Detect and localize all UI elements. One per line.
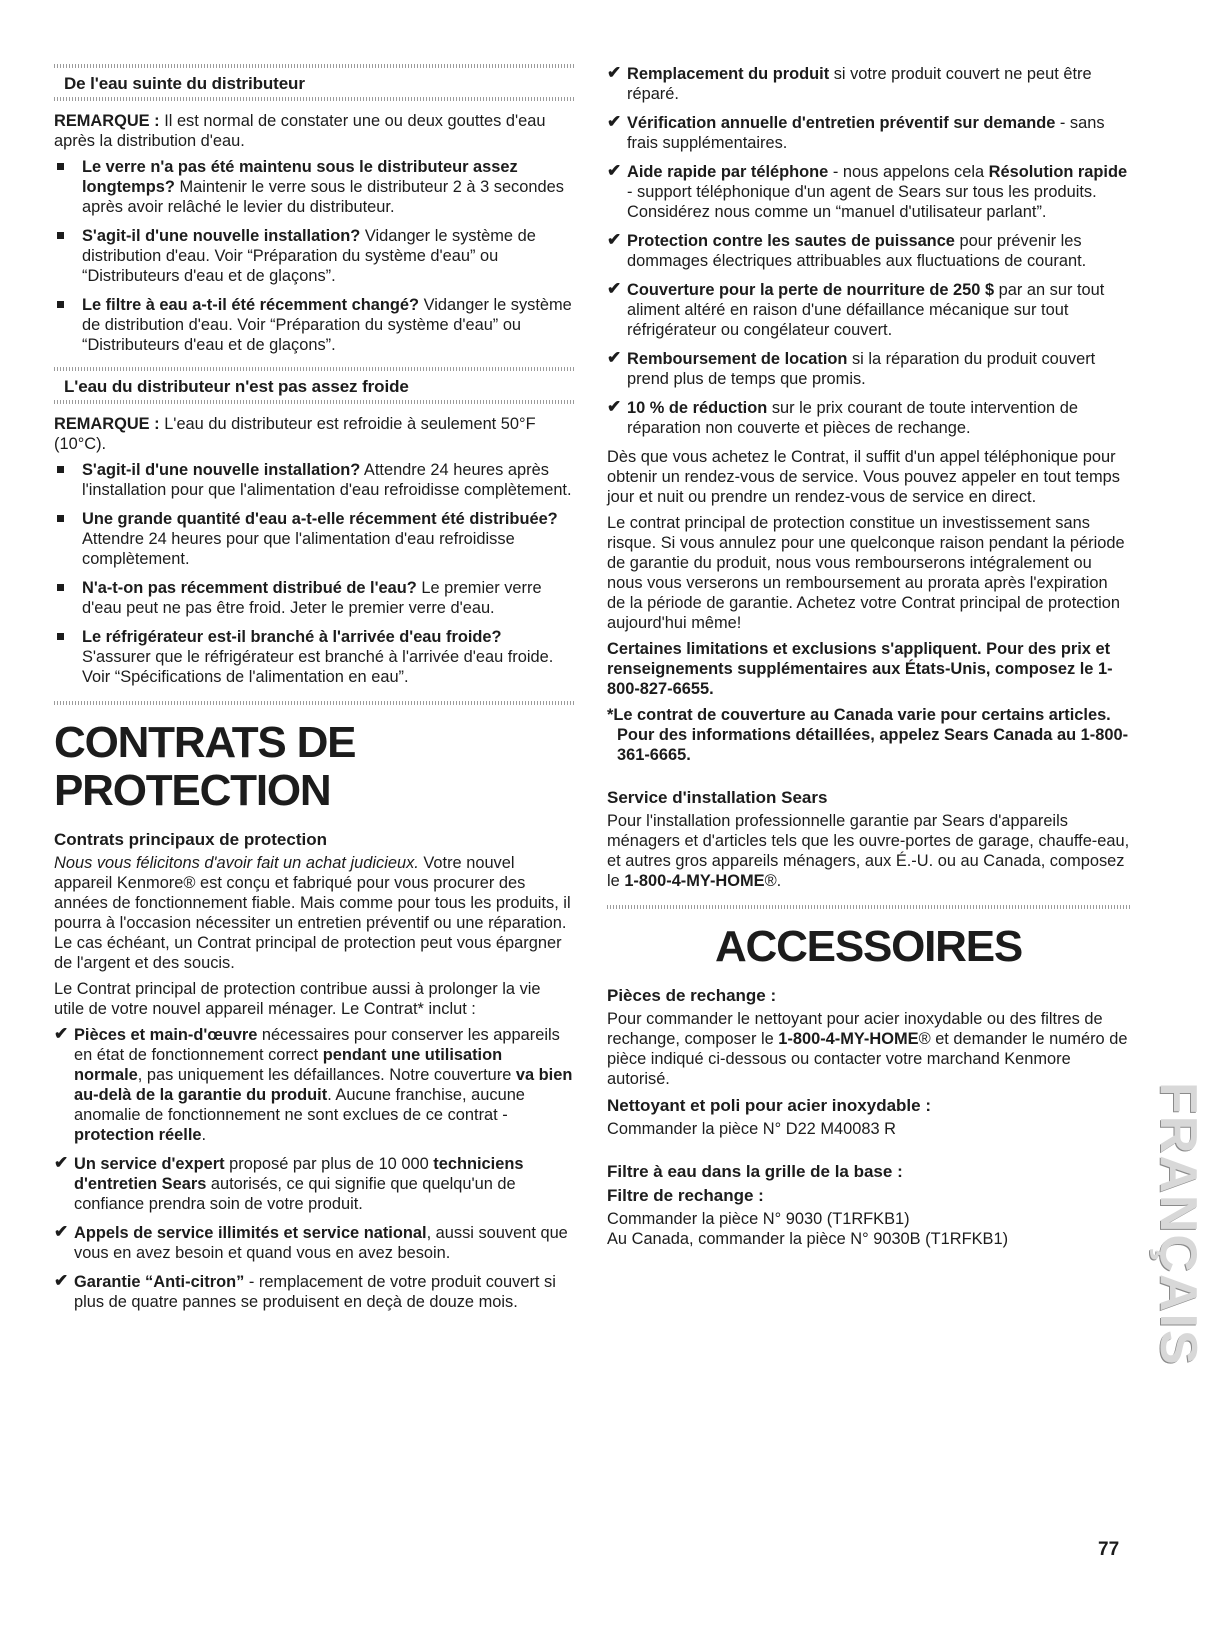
steel-title: Nettoyant et poli pour acier inoxydable :	[607, 1096, 931, 1115]
contract-benefits-list-continued	[607, 64, 1130, 438]
list-item: ✔ 10 % de réduction sur le prix courant de toute intervention de réparation non couverte et pièces de rechange.	[607, 397, 1078, 437]
list-item: ✔ Garantie “Anti-citron” - remplacement de votre produit couvert si plus de quatre pannes se produisent en deçà de douze mois.	[54, 1271, 556, 1311]
accessories-title: ACCESSOIRES	[714, 922, 1023, 971]
square-bullet-icon	[57, 163, 64, 170]
language-tab-label: FRANÇAIS	[1149, 1082, 1207, 1367]
check-mark-icon: ✔	[607, 348, 622, 367]
list-item: ✔ Remboursement de location si la réparation du produit couvert prend plus de temps que promis.	[607, 348, 1096, 388]
list-item: Une grande quantité d'eau a-t-elle récemment été distribuée? Attendre 24 heures pour que l'alimentation d'eau refroidisse complètement.	[54, 509, 574, 569]
square-bullet-icon	[57, 232, 64, 239]
check-mark-icon: ✔	[54, 1271, 69, 1290]
list-item: N'a-t-on pas récemment distribué de l'eau? Le premier verre d'eau peut ne pas être froid. Jeter le premier verre d'eau.	[54, 578, 574, 618]
limits-paragraph: Certaines limitations et exclusions s'appliquent. Pour des prix et renseignements supplémentaires aux États-Unis, composez le 1-800-827-6655.	[607, 640, 1113, 698]
dotted-rule	[54, 367, 574, 371]
list-item: S'agit-il d'une nouvelle installation? Attendre 24 heures après l'installation pour que l'alimentation d'eau refroidisse complètement.	[54, 460, 574, 500]
note-paragraph: REMARQUE : Il est normal de constater une ou deux gouttes d'eau après la distribution d'eau.	[54, 112, 546, 150]
list-item: ✔ Aide rapide par téléphone - nous appelons cela Résolution rapide - support téléphonique d'un agent de Sears sur tous les produits. Considérez nous comme un “manuel d'utilisateur parlant”.	[607, 161, 1128, 221]
check-mark-icon: ✔	[607, 230, 622, 249]
filter-subtitle: Filtre de rechange :	[607, 1186, 764, 1205]
install-title: Service d'installation Sears	[607, 788, 828, 807]
contracts-subtitle: Contrats principaux de protection	[54, 830, 327, 849]
dotted-rule	[54, 97, 574, 101]
check-mark-icon: ✔	[607, 279, 622, 298]
page-number: 77	[1098, 1539, 1120, 1560]
troubleshoot-list	[54, 157, 574, 355]
install-paragraph: Pour l'installation professionnelle garantie par Sears d'appareils ménagers et d'articles tels que les ouvre-portes de garage, chauffe-eau, et autres gros appareils ménagers, aux É.-U. ou au Canada, composez le 1-800-4-MY-HOME®.	[607, 812, 1130, 890]
list-item: Le verre n'a pas été maintenu sous le distributeur assez longtemps? Maintenir le verre sous le distributeur 2 à 3 secondes après avoir relâché le levier du distributeur.	[54, 157, 574, 217]
contract-benefits-list	[54, 1025, 574, 1312]
list-item: ✔ Un service d'expert proposé par plus de 10 000 techniciens d'entretien Sears autorisés, ce qui signifie que quelqu'un de confiance prendra soin de votre produit.	[54, 1153, 524, 1213]
check-mark-icon: ✔	[607, 161, 622, 180]
list-item: ✔ Protection contre les sautes de puissance pour prévenir les dommages électriques attribuables aux fluctuations de courant.	[607, 230, 1087, 270]
list-item: Le filtre à eau a-t-il été récemment changé? Vidanger le système de distribution d'eau. Voir “Préparation du système d'eau” ou “Distributeurs d'eau et de glaçons”.	[54, 295, 574, 355]
list-item: Le réfrigérateur est-il branché à l'arrivée d'eau froide? S'assurer que le réfrigérateur est branché à l'arrivée d'eau froide. Voir “Spécifications de l'alimentation en eau”.	[54, 627, 574, 687]
troubleshoot-list	[54, 460, 574, 687]
contract-includes-paragraph: Le Contrat principal de protection contribue aussi à prolonger la vie utile de votre nouvel appareil ménager. Le Contrat* inclut :	[54, 980, 541, 1018]
filter-part-line: Commander la pièce N° 9030 (T1RFKB1)	[607, 1210, 910, 1228]
check-mark-icon: ✔	[54, 1222, 69, 1241]
call-paragraph: Dès que vous achetez le Contrat, il suffit d'un appel téléphonique pour obtenir un rendez-vous de service. Vous pouvez appeler en tout temps jour et nuit ou prendre un rendez-vous de service en direct.	[607, 448, 1120, 506]
list-item: ✔ Vérification annuelle d'entretien préventif sur demande - sans frais supplémentaires.	[607, 112, 1105, 152]
note-paragraph: REMARQUE : L'eau du distributeur est refroidie à seulement 50°F (10°C).	[54, 415, 536, 453]
check-mark-icon: ✔	[607, 63, 622, 82]
square-bullet-icon	[57, 515, 64, 522]
dotted-rule	[54, 400, 574, 404]
square-bullet-icon	[57, 466, 64, 473]
section-title: De l'eau suinte du distributeur	[64, 74, 305, 93]
list-item: ✔ Couverture pour la perte de nourriture de 250 $ par an sur tout aliment altéré en raison d'une défaillance mécanique sur tout réfrigérateur ou congélateur couvert.	[607, 279, 1105, 339]
list-item: ✔ Remplacement du produit si votre produit couvert ne peut être réparé.	[607, 63, 1092, 103]
check-mark-icon: ✔	[607, 112, 622, 131]
square-bullet-icon	[57, 584, 64, 591]
square-bullet-icon	[57, 633, 64, 640]
check-mark-icon: ✔	[54, 1024, 69, 1043]
check-mark-icon: ✔	[607, 397, 622, 416]
dotted-rule	[54, 701, 574, 705]
contracts-title: CONTRATS DE PROTECTION	[54, 718, 356, 815]
check-mark-icon: ✔	[54, 1153, 69, 1172]
parts-paragraph: Pour commander le nettoyant pour acier inoxydable ou des filtres de rechange, composer le 1-800-4-MY-HOME® et demander le numéro de pièce indiqué ci-dessous ou contacter votre marchand Kenmore autorisé.	[607, 1010, 1128, 1088]
list-item: S'agit-il d'une nouvelle installation? Vidanger le système de distribution d'eau. Voir “Préparation du système d'eau” ou “Distributeurs d'eau et de glaçons”.	[54, 226, 574, 286]
section-header-not-cold	[54, 367, 574, 404]
list-item: ✔ Pièces et main-d'œuvre nécessaires pour conserver les appareils en état de fonctionnement correct pendant une utilisation normale, pas uniquement les défaillances. Notre couverture va bien au-delà de la garantie du produit. Aucune franchise, aucune anomalie de fonctionnement ne sont exclues de ce contrat - protection réelle.	[54, 1024, 573, 1144]
square-bullet-icon	[57, 301, 64, 308]
parts-title: Pièces de rechange :	[607, 986, 777, 1005]
list-item: ✔ Appels de service illimités et service national, aussi souvent que vous en avez besoin et quand vous en avez besoin.	[54, 1222, 568, 1262]
canada-paragraph: *Le contrat de couverture au Canada varie pour certains articles. Pour des informations détaillées, appelez Sears Canada au 1-800-361-6665.	[607, 706, 1129, 764]
risk-paragraph: Le contrat principal de protection constitue un investissement sans risque. Si vous annulez pour une quelconque raison pendant la période de garantie du produit, nous vous rembourserons intégralement ou nous vous verserons un remboursement au prorata après l'expiration de la période de garantie. Achetez votre Contrat principal de protection aujourd'hui même!	[607, 514, 1125, 632]
left-column	[54, 64, 574, 1321]
dotted-rule	[54, 64, 574, 68]
intro-paragraph: Nous vous félicitons d'avoir fait un achat judicieux. Votre nouvel appareil Kenmore® est conçu et fabriqué pour vous procurer des années de fonctionnement fiable. Mais comme pour tous les produits, il pourra à l'occasion nécessiter un entretien préventif ou une réparation. Le cas échéant, un Contrat principal de protection peut vous épargner de l'argent et des soucis.	[54, 854, 571, 972]
filter-part-line-canada: Au Canada, commander la pièce N° 9030B (T1RFKB1)	[607, 1230, 1009, 1248]
filter-title: Filtre à eau dans la grille de la base :	[607, 1162, 903, 1181]
steel-part-text: Commander la pièce N° D22 M40083 R	[607, 1120, 896, 1138]
section-title: L'eau du distributeur n'est pas assez froide	[64, 377, 409, 396]
dotted-rule	[607, 905, 1130, 909]
section-header-leak	[54, 64, 574, 101]
language-side-tab	[1136, 1082, 1207, 1642]
right-column	[607, 64, 1130, 1249]
